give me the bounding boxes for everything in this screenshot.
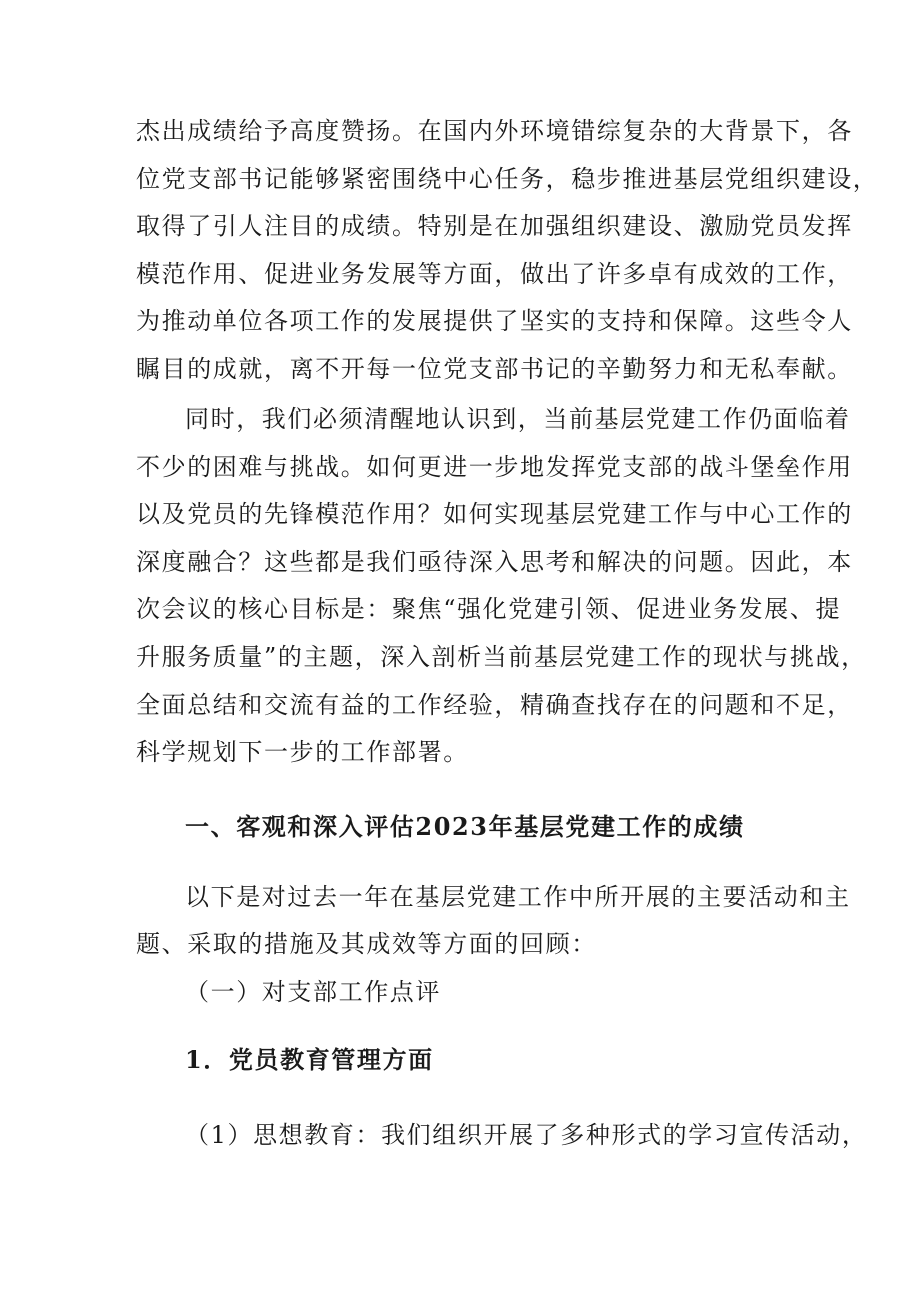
paragraph-2-line-1: 同时，我们必须清醒地认识到，当前基层党建工作仍面临着 (185, 405, 851, 433)
paragraph-2-line-6: 升服务质量”的主题，深入剖析当前基层党建工作的现状与挑战， (136, 643, 867, 671)
paragraph-4-line-1: （1）思想教育：我们组织开展了多种形式的学习宣传活动， (185, 1121, 868, 1149)
paragraph-1-line-3: 取得了引人注目的成绩。特别是在加强组织建设、激励党员发挥 (136, 212, 853, 240)
paragraph-2-line-4: 深度融合？这些都是我们亟待深入思考和解决的问题。因此，本 (136, 548, 853, 576)
paragraph-2-line-3: 以及党员的先锋模范作用？如何实现基层党建工作与中心工作的 (136, 500, 853, 528)
subheading-2: 1．党员教育管理方面 (185, 1045, 434, 1074)
paragraph-2-line-2: 不少的困难与挑战。如何更进一步地发挥党支部的战斗堡垒作用 (136, 453, 853, 481)
paragraph-2-line-5: 次会议的核心目标是：聚焦“强化党建引领、促进业务发展、提 (136, 595, 842, 623)
paragraph-3-line-2: 题、采取的措施及其成效等方面的回顾： (136, 930, 597, 958)
paragraph-1-line-2: 位党支部书记能够紧密围绕中心任务，稳步推进基层党组织建设， (136, 165, 879, 193)
paragraph-1-line-6: 瞩目的成就，离不开每一位党支部书记的辛勤努力和无私奉献。 (136, 355, 853, 383)
paragraph-2-line-7: 全面总结和交流有益的工作经验，精确查找存在的问题和不足， (136, 691, 853, 719)
paragraph-1-line-1: 杰出成绩给予高度赞扬。在国内外环境错综复杂的大背景下，各 (136, 117, 853, 145)
paragraph-1-line-5: 为推动单位各项工作的发展提供了坚实的支持和保障。这些令人 (136, 307, 853, 335)
paragraph-3-line-1: 以下是对过去一年在基层党建工作中所开展的主要活动和主 (185, 883, 851, 911)
subheading-1: （一）对支部工作点评 (185, 978, 441, 1006)
paragraph-2-line-8: 科学规划下一步的工作部署。 (136, 738, 469, 766)
section-heading-1: 一、客观和深入评估2023年基层党建工作的成绩 (185, 812, 745, 841)
paragraph-1-line-4: 模范作用、促进业务发展等方面，做出了许多卓有成效的工作， (136, 260, 853, 288)
